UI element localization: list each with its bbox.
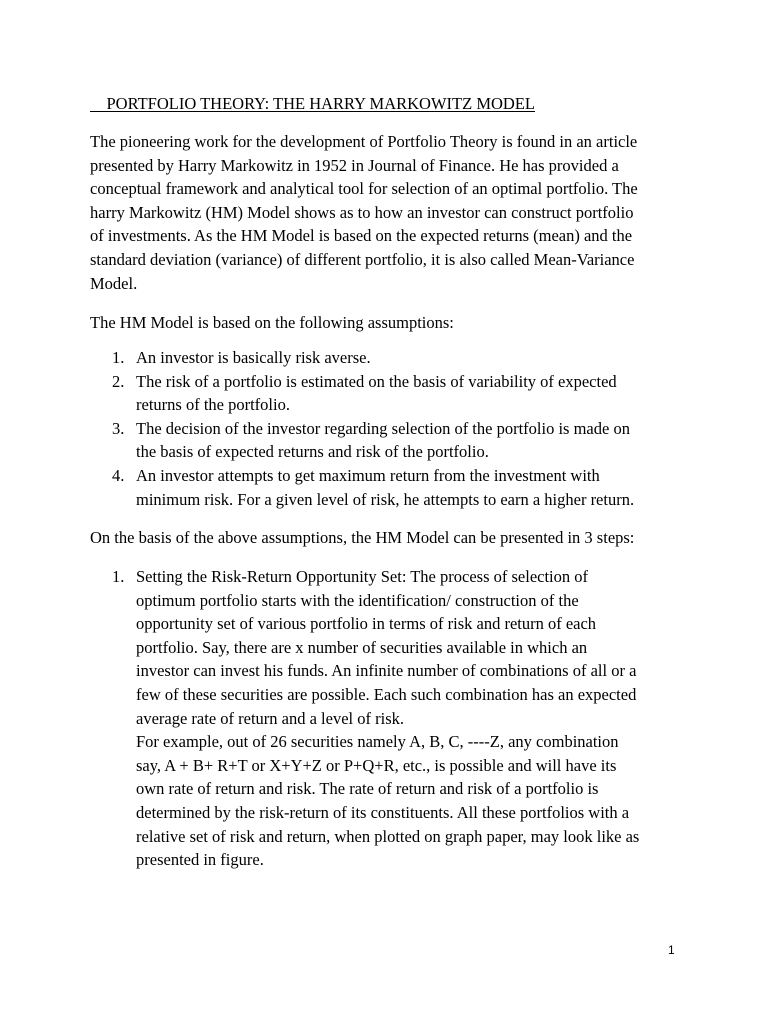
list-item-line: Setting the Risk-Return Opportunity Set: The process of selection of xyxy=(136,567,589,586)
list-item-line: portfolio. Say, there are x number of securities available in which an xyxy=(136,637,588,657)
list-number: 1. xyxy=(112,567,125,586)
list-item-line: determined by the risk-return of its constituents. All these portfolios with a xyxy=(136,802,630,822)
paragraph-line: harry Markowitz (HM) Model shows as to how an investor can construct portfolio xyxy=(90,202,634,222)
paragraph-line: conceptual framework and analytical tool for selection of an optimal portfolio. The xyxy=(90,179,638,199)
list-number: 2. xyxy=(112,371,125,391)
list-number: 4. xyxy=(112,465,125,485)
list-item-line: relative set of risk and return, when plotted on graph paper, may look like as xyxy=(136,826,640,846)
list-item-line: returns of the portfolio. xyxy=(136,395,290,415)
list-item-line: opportunity set of various portfolio in terms of risk and return of each xyxy=(136,614,597,634)
assumptions-intro: The HM Model is based on the following assumptions: xyxy=(90,313,454,332)
steps-list xyxy=(90,565,690,872)
paragraph-line: of investments. As the HM Model is based on the expected returns (mean) and the xyxy=(90,226,633,246)
list-item xyxy=(90,346,690,370)
document-title: PORTFOLIO THEORY: THE HARRY MARKOWITZ MODEL xyxy=(90,94,535,113)
paragraph-line: standard deviation (variance) of different portfolio, it is also called Mean-Variance xyxy=(90,249,635,269)
list-item-line: For example, out of 26 securities namely A, B, C, ----Z, any combination xyxy=(136,732,619,752)
paragraph-line: Model. xyxy=(90,273,138,293)
list-item-line: An investor attempts to get maximum return from the investment with xyxy=(136,465,600,485)
list-number: 1. xyxy=(112,348,125,367)
list-item-line: own rate of return and risk. The rate of return and risk of a portfolio is xyxy=(136,779,599,799)
list-item xyxy=(90,464,690,511)
paragraph-line: presented by Harry Markowitz in 1952 in Journal of Finance. He has provided a xyxy=(90,155,619,175)
list-number: 3. xyxy=(112,418,125,438)
list-item xyxy=(90,370,690,417)
list-item-line: optimum portfolio starts with the identification/ construction of the xyxy=(136,590,579,610)
list-item-line: average rate of return and a level of risk. xyxy=(136,708,404,728)
list-item-line: investor can invest his funds. An infinite number of combinations of all or a xyxy=(136,661,637,681)
paragraph-line: The pioneering work for the development of Portfolio Theory is found in an article xyxy=(90,132,638,151)
list-item-line: say, A + B+ R+T or X+Y+Z or P+Q+R, etc., is possible and will have its xyxy=(136,755,617,775)
list-item-line: An investor is basically risk averse. xyxy=(136,348,371,367)
intro-paragraph xyxy=(90,130,690,295)
steps-intro: On the basis of the above assumptions, the HM Model can be presented in 3 steps: xyxy=(90,528,635,547)
list-item-line: The decision of the investor regarding selection of the portfolio is made on xyxy=(136,418,630,438)
list-item-line: few of these securities are possible. Each such combination has an expected xyxy=(136,684,637,704)
list-item-line: minimum risk. For a given level of risk, he attempts to earn a higher return. xyxy=(136,489,635,509)
list-item xyxy=(90,565,690,872)
list-item xyxy=(90,417,690,464)
list-item-line: the basis of expected returns and risk of the portfolio. xyxy=(136,442,489,462)
assumptions-list xyxy=(90,346,690,511)
list-item-line: The risk of a portfolio is estimated on the basis of variability of expected xyxy=(136,371,617,391)
page-number: 1 xyxy=(668,943,675,957)
list-item-line: presented in figure. xyxy=(136,850,264,870)
